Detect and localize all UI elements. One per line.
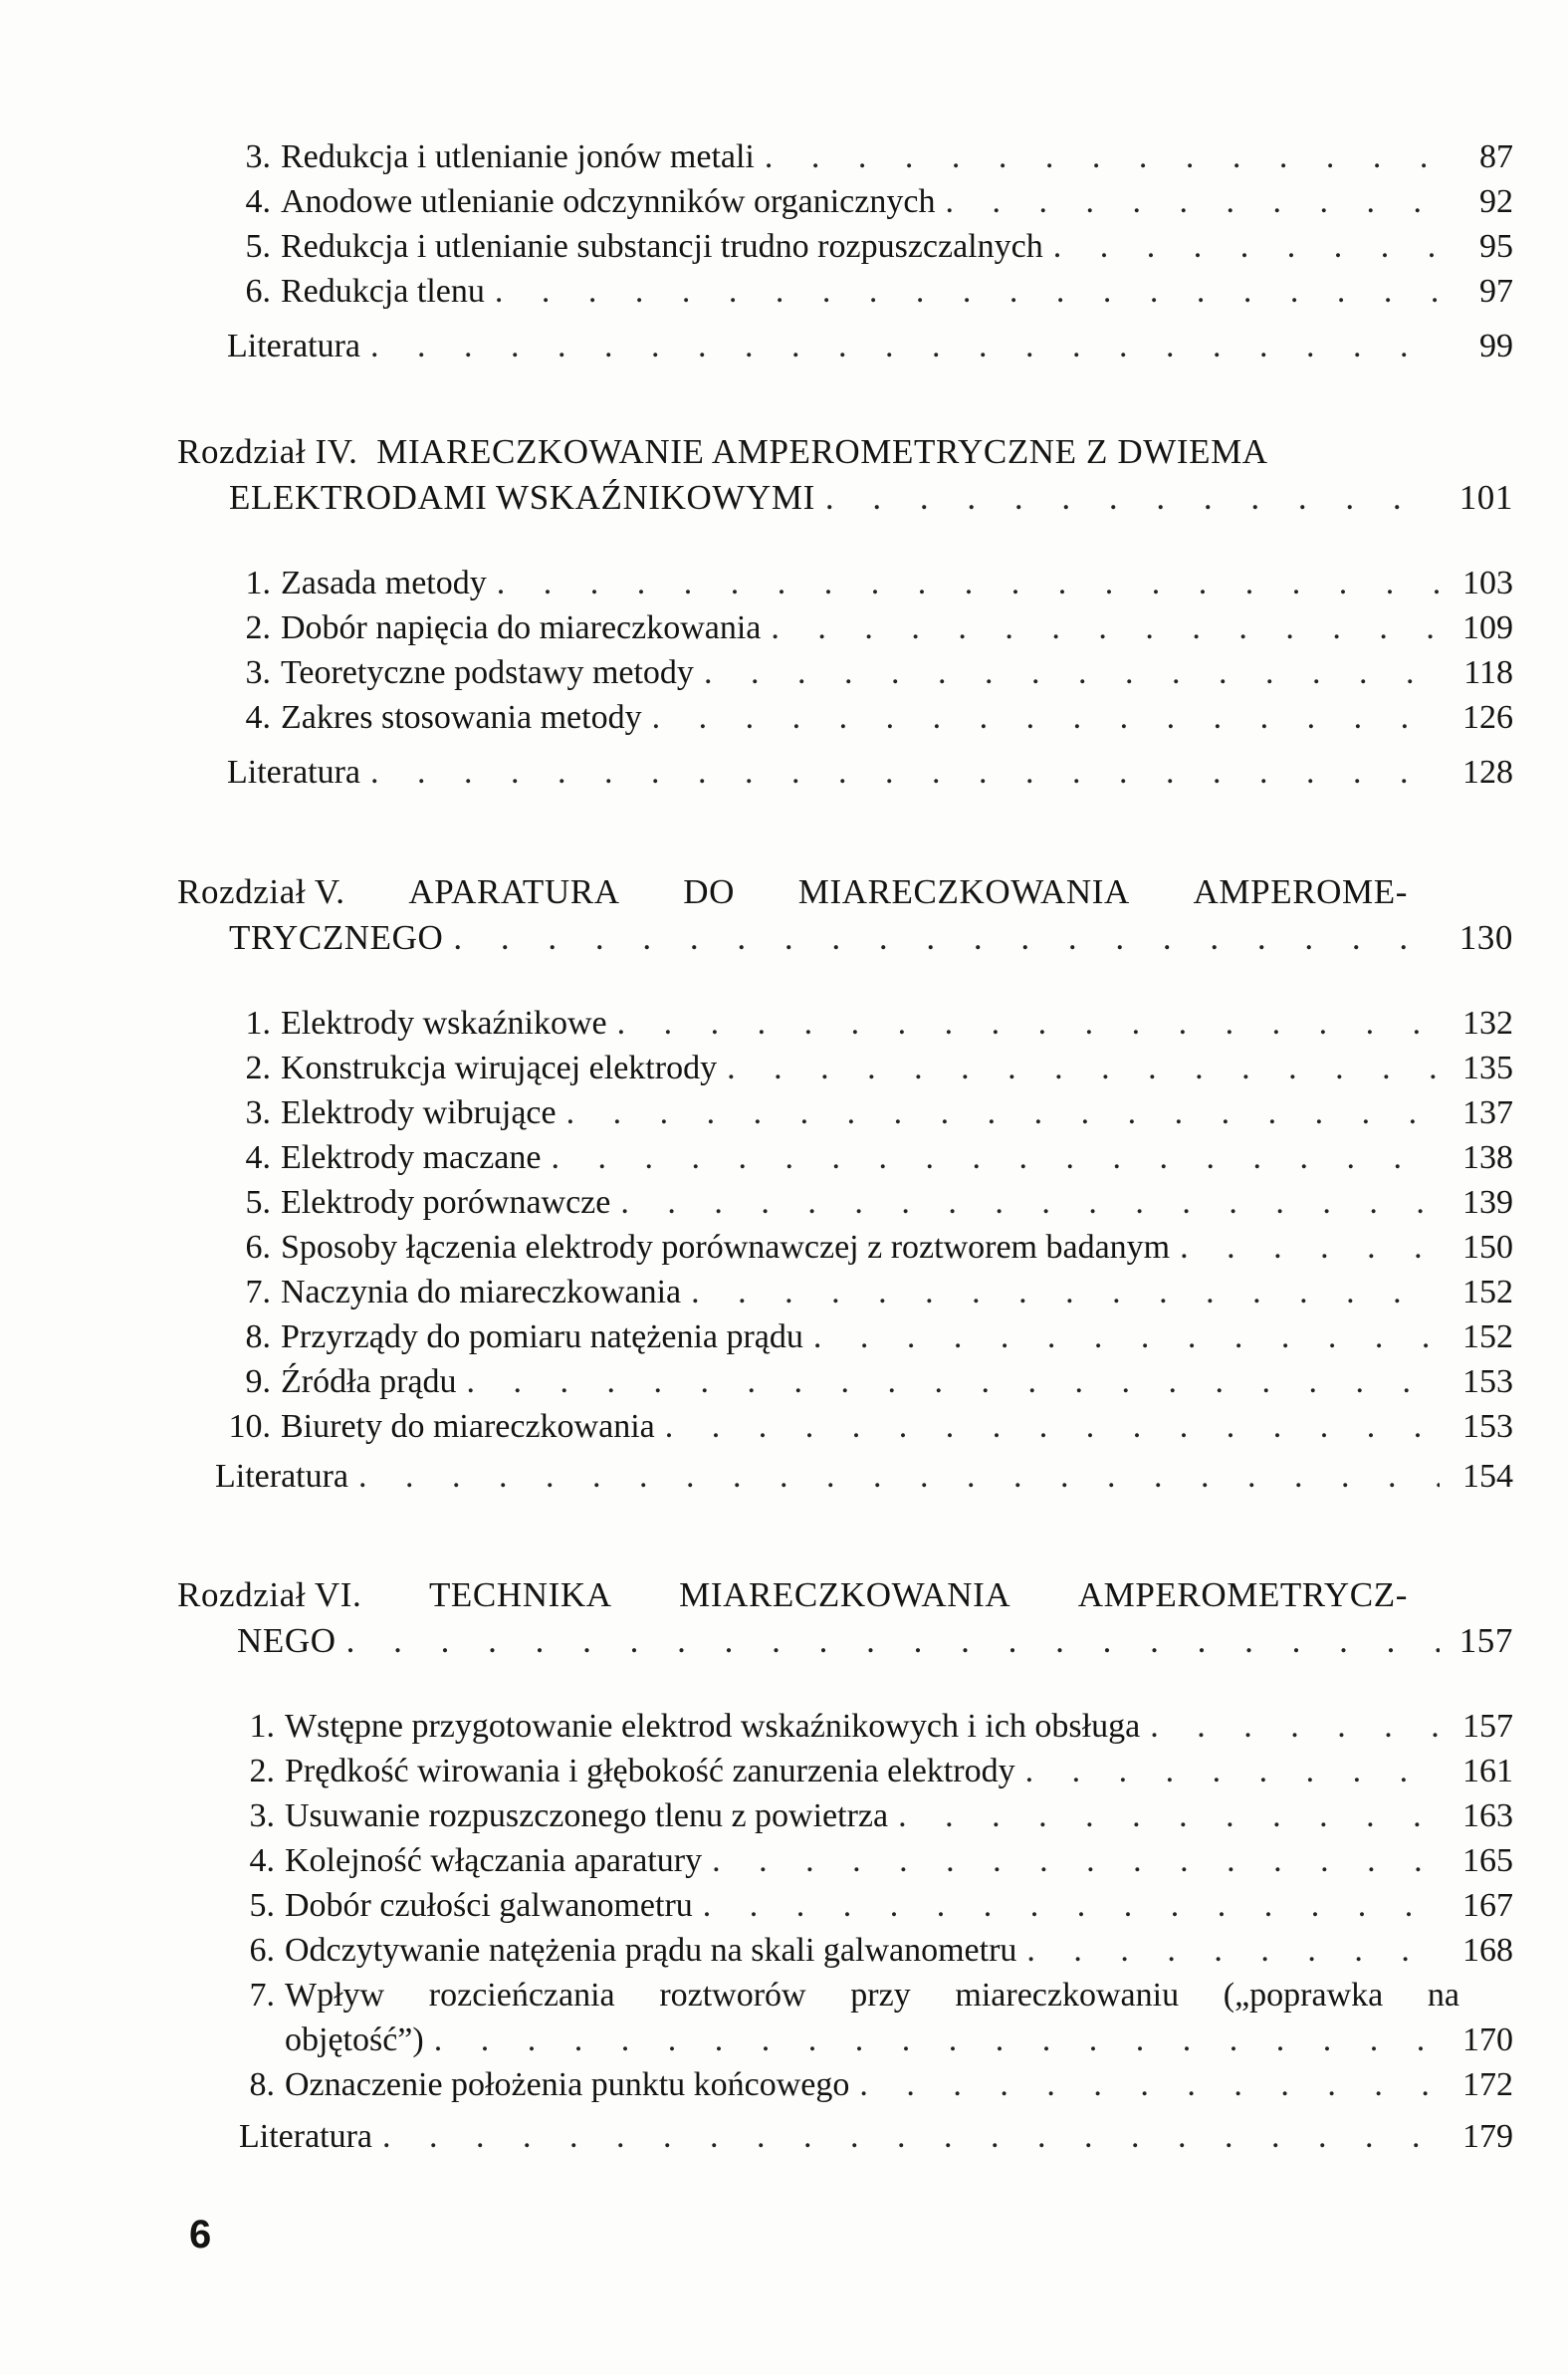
entry-number: 5. — [245, 1184, 271, 1221]
entry-number: 9. — [245, 1363, 271, 1400]
chapter-title-word: TECHNIKA — [428, 1575, 612, 1614]
entry-number: 1. — [245, 565, 271, 601]
entry-title: Wstępne przygotowanie elektrod wskaźnikowych i ich obsługa — [285, 1708, 1141, 1745]
entry-page: 157 — [1462, 1708, 1513, 1745]
entry-page: 163 — [1462, 1797, 1513, 1834]
chapter-label: Rozdział VI. — [177, 1575, 362, 1614]
entry-number: 6. — [245, 1229, 271, 1266]
entry-page: 132 — [1462, 1005, 1513, 1042]
literature-label: Literatura — [215, 1458, 349, 1495]
entry-page: 172 — [1462, 2066, 1513, 2103]
leader-dots — [1053, 225, 1440, 269]
toc-entry — [213, 1136, 1513, 1180]
toc-entry — [213, 1181, 1513, 1225]
leader-dots — [771, 606, 1440, 650]
entry-page: 161 — [1462, 1753, 1513, 1789]
chapter-label: Rozdział IV. — [177, 432, 358, 471]
entry-number: 4. — [245, 1139, 271, 1176]
literature-entry — [239, 2115, 1513, 2159]
entry-page: 109 — [1462, 609, 1513, 646]
entry-page: 153 — [1462, 1408, 1513, 1445]
entry-title: Teoretyczne podstawy metody — [281, 654, 694, 691]
toc-entry — [227, 651, 1513, 695]
entry-number: 4. — [245, 699, 271, 736]
toc-entry — [231, 1929, 1513, 1973]
toc-entry — [213, 1315, 1513, 1359]
entry-title: Biurety do miareczkowania — [281, 1408, 655, 1445]
entry-number: 4. — [245, 183, 271, 220]
leader-dots — [1025, 1750, 1440, 1793]
leader-dots — [945, 180, 1440, 224]
entry-page: 153 — [1462, 1363, 1513, 1400]
leader-dots — [358, 1455, 1440, 1499]
entry-number: 10. — [228, 1408, 271, 1445]
entry-title: Dobór czułości galwanometru — [285, 1887, 693, 1924]
entry-page: 138 — [1462, 1139, 1513, 1176]
entry-page: 137 — [1462, 1094, 1513, 1131]
leader-dots — [370, 751, 1440, 795]
entry-title: Redukcja i utlenianie jonów metali — [281, 138, 755, 175]
toc-entry — [227, 562, 1513, 605]
entry-page: 139 — [1462, 1184, 1513, 1221]
entry-title: Kolejność włączania aparatury — [285, 1842, 703, 1879]
leader-dots — [704, 651, 1440, 695]
entry-number: 3. — [249, 1797, 275, 1834]
entry-number: 1. — [249, 1708, 275, 1745]
toc-entry — [213, 1405, 1513, 1449]
entry-page: 103 — [1462, 565, 1513, 601]
toc-entry — [227, 270, 1513, 314]
leader-dots — [566, 1091, 1440, 1135]
entry-title: Wpływ rozcieńczania roztworów przy miareczkowaniu („poprawka na — [285, 1977, 1459, 2014]
entry-page: 150 — [1462, 1229, 1513, 1266]
chapter-heading — [177, 870, 1408, 914]
leader-dots — [898, 1794, 1440, 1838]
leader-dots — [382, 2115, 1440, 2159]
entry-page: 152 — [1462, 1318, 1513, 1355]
chapter-heading — [177, 1573, 1408, 1617]
entry-title: Elektrody wskaźnikowe — [281, 1005, 607, 1042]
leader-dots — [813, 1315, 1440, 1359]
toc-entry — [227, 135, 1513, 179]
entry-number: 8. — [245, 1318, 271, 1355]
toc-entry — [227, 696, 1513, 740]
entry-page: 99 — [1479, 328, 1513, 364]
toc-entry — [231, 2063, 1513, 2107]
leader-dots — [434, 2019, 1440, 2062]
entry-number: 3. — [245, 654, 271, 691]
literature-label: Literatura — [239, 2118, 373, 2155]
toc-entry — [227, 180, 1513, 224]
entry-title: Sposoby łączenia elektrody porównawczej z roztworem badanym — [281, 1229, 1171, 1266]
entry-page: 128 — [1462, 754, 1513, 791]
chapter-heading-line2 — [237, 1619, 1513, 1663]
leader-dots — [346, 1619, 1440, 1663]
leader-dots — [691, 1271, 1440, 1314]
entry-title: Anodowe utlenianie odczynników organicznych — [281, 183, 936, 220]
entry-number: 5. — [249, 1887, 275, 1924]
entry-title: Przyrządy do pomiaru natężenia prądu — [281, 1318, 803, 1355]
leader-dots — [765, 135, 1440, 179]
chapter-title-word: AMPEROME- — [1193, 872, 1408, 911]
entry-title: Elektrody wibrujące — [281, 1094, 557, 1131]
toc-entry — [231, 1750, 1513, 1793]
toc-entry — [231, 1884, 1513, 1928]
toc-entry — [231, 1705, 1513, 1749]
entry-number: 2. — [245, 1050, 271, 1086]
entry-page: 170 — [1462, 2021, 1513, 2058]
chapter-heading-line2 — [229, 916, 1513, 960]
toc-entry — [231, 1794, 1513, 1838]
literature-entry — [227, 325, 1513, 368]
entry-title: Usuwanie rozpuszczonego tlenu z powietrza — [285, 1797, 889, 1834]
leader-dots — [617, 1002, 1440, 1046]
chapter-label: Rozdział V. — [177, 872, 345, 911]
entry-number: 7. — [245, 1274, 271, 1310]
toc-entry-continuation — [285, 2019, 1513, 2062]
entry-number: 1. — [245, 1005, 271, 1042]
entry-number: 5. — [245, 228, 271, 265]
entry-title: Zakres stosowania metody — [281, 699, 642, 736]
entry-page: 135 — [1462, 1050, 1513, 1086]
entry-number: 4. — [249, 1842, 275, 1879]
entry-page: 87 — [1479, 138, 1513, 175]
literature-label: Literatura — [227, 328, 361, 364]
entry-title: Elektrody maczane — [281, 1139, 542, 1176]
toc-entry — [213, 1091, 1513, 1135]
entry-number: 8. — [249, 2066, 275, 2103]
leader-dots — [665, 1405, 1440, 1449]
leader-dots — [703, 1884, 1440, 1928]
literature-entry — [215, 1455, 1513, 1499]
chapter-page: 157 — [1458, 1621, 1513, 1660]
toc-entry — [213, 1226, 1513, 1270]
entry-title: Oznaczenie położenia punktu końcowego — [285, 2066, 850, 2103]
entry-title: Odczytywanie natężenia prądu na skali galwanometru — [285, 1932, 1017, 1969]
entry-page: 165 — [1462, 1842, 1513, 1879]
leader-dots — [652, 696, 1440, 740]
entry-title: Konstrukcja wirującej elektrody — [281, 1050, 718, 1086]
entry-number: 2. — [249, 1753, 275, 1789]
chapter-title-word: MIARECZKOWANIA — [679, 1575, 1011, 1614]
entry-title-cont: objętość”) — [285, 2021, 424, 2058]
entry-page: 154 — [1462, 1458, 1513, 1495]
entry-number: 6. — [245, 273, 271, 310]
entry-page: 97 — [1479, 273, 1513, 310]
chapter-title: MIARECZKOWANIE AMPEROMETRYCZNE Z DWIEMA — [376, 432, 1268, 471]
entry-page: 118 — [1463, 654, 1513, 691]
entry-title: Źródła prądu — [281, 1363, 457, 1400]
chapter-page: 101 — [1458, 478, 1513, 517]
entry-page: 179 — [1462, 2118, 1513, 2155]
entry-page: 152 — [1462, 1274, 1513, 1310]
leader-dots — [497, 562, 1440, 605]
literature-label: Literatura — [227, 754, 361, 791]
entry-number: 7. — [249, 1977, 275, 2014]
entry-page: 126 — [1462, 699, 1513, 736]
entry-page: 167 — [1462, 1887, 1513, 1924]
leader-dots — [859, 2063, 1440, 2107]
leader-dots — [370, 325, 1440, 368]
leader-dots — [620, 1181, 1440, 1225]
entry-title: Redukcja tlenu — [281, 273, 485, 310]
chapter-title-cont: ELEKTRODAMI WSKAŹNIKOWYMI — [229, 478, 815, 517]
entry-number: 3. — [245, 1094, 271, 1131]
leader-dots — [1026, 1929, 1440, 1973]
entry-number: 3. — [245, 138, 271, 175]
entry-page: 92 — [1479, 183, 1513, 220]
chapter-title-word: AMPEROMETRYCZ- — [1077, 1575, 1408, 1614]
leader-dots — [1150, 1705, 1440, 1749]
entry-page: 95 — [1479, 228, 1513, 265]
toc-entry — [213, 1047, 1513, 1090]
leader-dots — [712, 1839, 1440, 1883]
leader-dots — [495, 270, 1440, 314]
chapter-title-word: DO — [683, 872, 736, 911]
chapter-title-cont: NEGO — [237, 1621, 336, 1660]
leader-dots — [727, 1047, 1440, 1090]
entry-title: Prędkość wirowania i głębokość zanurzenia elektrody — [285, 1753, 1015, 1789]
entry-number: 6. — [249, 1932, 275, 1969]
chapter-title-word: APARATURA — [408, 872, 620, 911]
entry-page: 168 — [1462, 1932, 1513, 1969]
toc-entry-multiline — [231, 1974, 1513, 2018]
toc-entry — [227, 225, 1513, 269]
chapter-heading — [177, 430, 1404, 474]
chapter-heading-line2 — [229, 476, 1513, 520]
chapter-title-word: MIARECZKOWANIA — [797, 872, 1130, 911]
toc-entry — [213, 1360, 1513, 1404]
leader-dots — [551, 1136, 1440, 1180]
entry-title: Zasada metody — [281, 565, 487, 601]
entry-title: Dobór napięcia do miareczkowania — [281, 609, 762, 646]
toc-entry — [213, 1002, 1513, 1046]
page-number: 6 — [189, 2213, 212, 2256]
entry-number: 2. — [245, 609, 271, 646]
entry-title: Naczynia do miareczkowania — [281, 1274, 682, 1310]
chapter-title-cont: TRYCZNEGO — [229, 918, 444, 957]
literature-entry — [227, 751, 1513, 795]
toc-entry — [227, 606, 1513, 650]
toc-entry — [213, 1271, 1513, 1314]
entry-title: Elektrody porównawcze — [281, 1184, 611, 1221]
toc-entry — [231, 1839, 1513, 1883]
entry-title: Redukcja i utlenianie substancji trudno rozpuszczalnych — [281, 228, 1043, 265]
leader-dots — [453, 916, 1440, 960]
leader-dots — [1180, 1226, 1440, 1270]
leader-dots — [467, 1360, 1440, 1404]
leader-dots — [825, 476, 1440, 520]
chapter-page: 130 — [1458, 918, 1513, 957]
